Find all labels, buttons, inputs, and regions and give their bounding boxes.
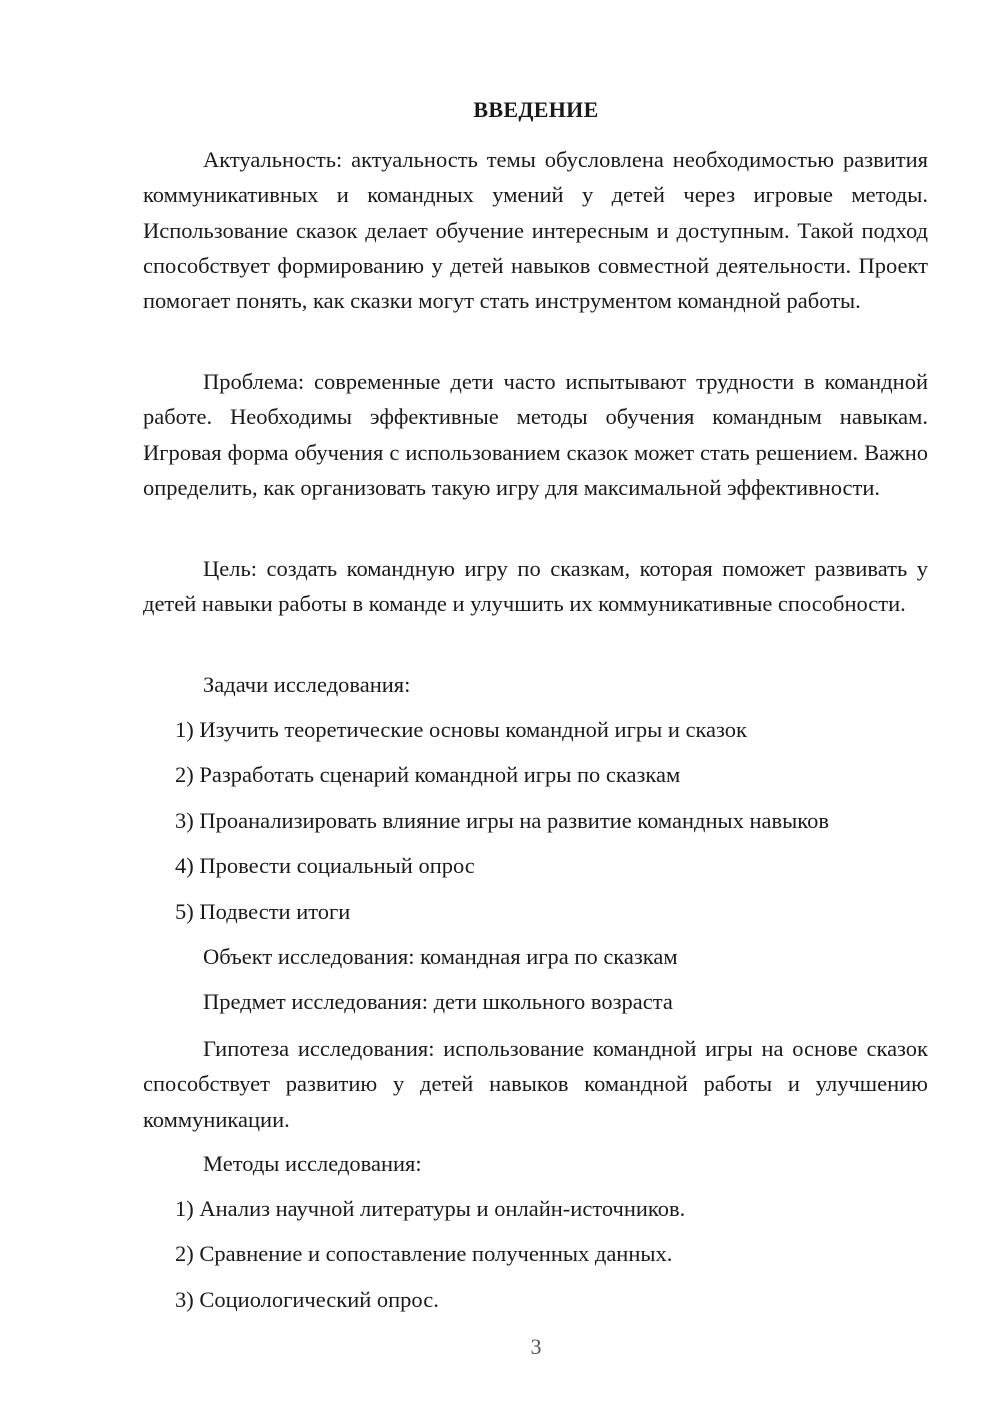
task-item-4: 4) Провести социальный опрос — [175, 853, 475, 878]
problem-paragraph: Проблема: современные дети часто испытывают трудности в командной работе. Необходимы эффективные методы обучения командным навыкам. Игровая форма обучения с использованием сказок может стать решением. Важно определить, как организовать такую игру для максимальной эффективности. — [143, 369, 928, 500]
page-number: 3 — [530, 1334, 542, 1359]
tasks-title: Задачи исследования: — [203, 672, 411, 697]
task-item-2: 2) Разработать сценарий командной игры по сказкам — [175, 762, 681, 787]
task-item-3: 3) Проанализировать влияние игры на развитие командных навыков — [175, 808, 829, 833]
method-item-1: 1) Анализ научной литературы и онлайн-источников. — [175, 1196, 686, 1221]
methods-title: Методы исследования: — [203, 1151, 422, 1176]
page-title: ВВЕДЕНИЕ — [473, 97, 599, 122]
research-subject: Предмет исследования: дети школьного возраста — [203, 989, 673, 1014]
method-item-3: 3) Социологический опрос. — [175, 1287, 439, 1312]
relevance-paragraph: Актуальность: актуальность темы обусловлена необходимостью развития коммуникативных и командных умений у детей через игровые методы. Использование сказок делает обучение интересным и доступным. Такой подход способствует формированию у детей навыков совместной деятельности. Проект помогает понять, как сказки могут стать инструментом командной работы. — [143, 147, 928, 314]
method-item-2: 2) Сравнение и сопоставление полученных данных. — [175, 1241, 673, 1266]
task-item-1: 1) Изучить теоретические основы командной игры и сказок — [175, 717, 747, 742]
hypothesis-paragraph: Гипотеза исследования: использование командной игры на основе сказок способствует развитию у детей навыков командной работы и улучшению коммуникации. — [143, 1036, 928, 1132]
research-object: Объект исследования: командная игра по сказкам — [203, 944, 678, 969]
task-item-5: 5) Подвести итоги — [175, 899, 351, 924]
goal-paragraph: Цель: создать командную игру по сказкам, которая поможет развивать у детей навыки работы в команде и улучшить их коммуникативные способности. — [143, 556, 928, 617]
